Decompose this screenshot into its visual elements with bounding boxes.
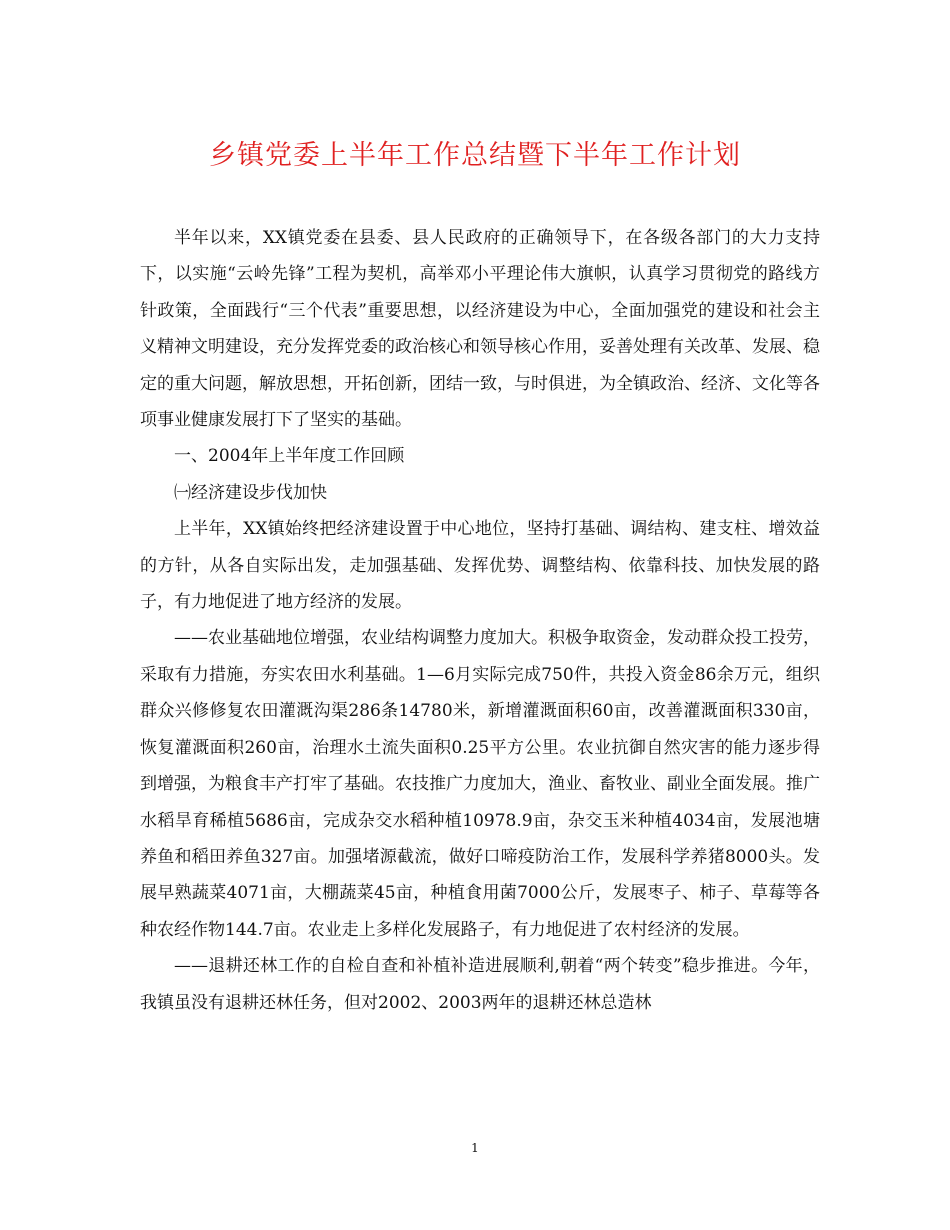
page-number: 1 bbox=[471, 1141, 479, 1155]
document-body bbox=[140, 220, 820, 1021]
paragraph-intro: 半年以来，XX镇党委在县委、县人民政府的正确领导下，在各级各部门的大力支持下，以实施“云岭先锋”工程为契机，高举邓小平理论伟大旗帜，认真学习贯彻党的路线方针政策，全面践行“三个代表”重要思想，以经济建设为中心，全面加强党的建设和社会主义精神文明建设，充分发挥党委的政治核心和领导核心作用，妥善处理有关改革、发展、稳定的重大问题，解放思想，开拓创新，团结一致，与时俱进，为全镇政治、经济、文化等各项事业健康发展打下了坚实的基础。 bbox=[140, 228, 820, 431]
paragraph-reforestation: ——退耕还林工作的自检自查和补植补造进展顺利,朝着“两个转变”稳步推进。今年，我镇虽没有退耕还林任务，但对2002、2003两年的退耕还林总造林 bbox=[140, 956, 820, 1013]
paragraph-economy: 上半年，XX镇始终把经济建设置于中心地位，坚持打基础、调结构、建支柱、增效益的方针，从各自实际出发，走加强基础、发挥优势、调整结构、依靠科技、加快发展的路子，有力地促进了地方经济的发展。 bbox=[140, 519, 820, 613]
paragraph-agriculture: ——农业基础地位增强，农业结构调整力度加大。积极争取资金，发动群众投工投劳，采取有力措施，夯实农田水利基础。1—6月实际完成750件，共投入资金86余万元，组织群众兴修修复农田灌溉沟渠286条14780米，新增灌溉面积60亩，改善灌溉面积330亩，恢复灌溉面积260亩，治理水土流失面积0.25平方公里。农业抗御自然灾害的能力逐步得到增强，为粮食丰产打牢了基础。农技推广力度加大，渔业、畜牧业、副业全面发展。推广水稻旱育稀植5686亩，完成杂交水稻种植10978.9亩，杂交玉米种植4034亩，发展池塘养鱼和稻田养鱼327亩。加强堵源截流，做好口啼疫防治工作，发展科学养猪8000头。发展早熟蔬菜4071亩，大棚蔬菜45亩，种植食用菌7000公斤，发展枣子、柿子、草莓等各种农经作物144.7亩。农业走上多样化发展路子，有力地促进了农村经济的发展。 bbox=[140, 628, 820, 940]
section-heading: 一、2004年上半年度工作回顾 bbox=[174, 446, 405, 467]
subsection-heading: ㈠经济建设步伐加快 bbox=[174, 482, 327, 503]
document-title: 乡镇党委上半年工作总结暨下半年工作计划 bbox=[209, 140, 741, 171]
